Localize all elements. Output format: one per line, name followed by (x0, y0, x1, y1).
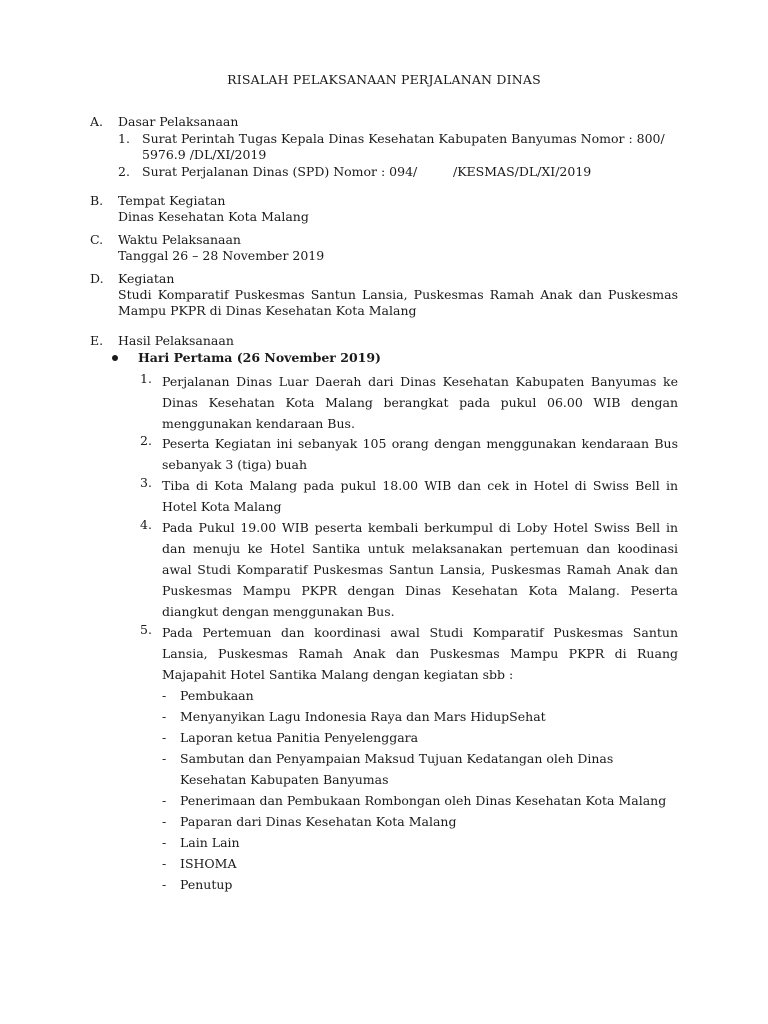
item-number: 4. (140, 517, 152, 532)
agenda-text: Paparan dari Dinas Kesehatan Kota Malang (180, 814, 457, 829)
section-e-letter: E. (90, 333, 104, 348)
agenda-text: Penutup (180, 877, 233, 892)
section-b-heading: Tempat Kegiatan (118, 193, 226, 208)
section-a-heading: Dasar Pelaksanaan (118, 114, 239, 129)
item-text: Perjalanan Dinas Luar Daerah dari Dinas Kesehatan Kabupaten Banyumas ke Dinas Kesehatan Kota Malang berangkat pada pukul 06.00 WIB dengan menggunakan kendaraan Bus. (162, 374, 678, 431)
agenda-text: ISHOMA (180, 856, 237, 871)
item-number: 3. (140, 475, 152, 490)
section-b-letter: B. (90, 193, 104, 208)
agenda-text: Laporan ketua Panitia Penyelenggara (180, 730, 419, 745)
agenda-text: Lain Lain (180, 835, 240, 850)
dash-marker: - (162, 856, 167, 871)
dash-marker: - (162, 835, 167, 850)
section-a-letter: A. (90, 114, 104, 129)
dash-marker: - (162, 793, 167, 808)
agenda-text: Penerimaan dan Pembukaan Rombongan oleh Dinas Kesehatan Kota Malang (180, 793, 667, 808)
item-number: 1. (118, 131, 130, 146)
item-text: Pada Pertemuan dan koordinasi awal Studi Komparatif Puskesmas Santun Lansia, Puskesmas Ramah Anak dan Puskesmas Mampu PKPR di Ruang Majapahit Hotel Santika Malang dengan kegiatan sbb : (162, 625, 678, 682)
dash-marker: - (162, 730, 167, 745)
agenda-text: Menyanyikan Lagu Indonesia Raya dan Mars HidupSehat (180, 709, 546, 724)
dash-marker: - (162, 709, 167, 724)
document-title: RISALAH PELAKSANAAN PERJALANAN DINAS (227, 72, 541, 87)
dash-marker: - (162, 877, 167, 892)
agenda-text: Sambutan dan Penyampaian Maksud Tujuan Kedatangan oleh Dinas Kesehatan Kabupaten Banyumas (180, 751, 614, 787)
dash-marker: - (162, 814, 167, 829)
day-one-title: Hari Pertama (26 November 2019) (138, 350, 381, 365)
section-e-heading: Hasil Pelaksanaan (118, 333, 234, 348)
item-text: Peserta Kegiatan ini sebanyak 105 orang dengan menggunakan kendaraan Bus sebanyak 3 (tiga) buah (162, 436, 678, 472)
item-text: Surat Perintah Tugas Kepala Dinas Kesehatan Kabupaten Banyumas Nomor : 800/ 5976.9 /DL/XI/2019 (142, 131, 665, 162)
agenda-text: Pembukaan (180, 688, 254, 703)
item-number: 2. (118, 164, 130, 179)
section-d-body: Studi Komparatif Puskesmas Santun Lansia, Puskesmas Ramah Anak dan Puskesmas Mampu PKPR di Dinas Kesehatan Kota Malang (118, 287, 678, 318)
section-c-heading: Waktu Pelaksanaan (118, 232, 241, 247)
section-d-heading: Kegiatan (118, 271, 175, 286)
item-number: 1. (140, 371, 152, 386)
section-d-letter: D. (90, 271, 104, 286)
section-b-body: Dinas Kesehatan Kota Malang (118, 209, 309, 224)
item-text: Pada Pukul 19.00 WIB peserta kembali berkumpul di Loby Hotel Swiss Bell in dan menuju ke Hotel Santika untuk melaksanakan pertemuan dan koodinasi awal Studi Komparatif Puskesmas Santun Lansia, Puskesmas Ramah Anak dan Puskesmas Mampu PKPR dengan Dinas Kesehatan Kota Malang. Peserta diangkut dengan menggunakan Bus. (162, 520, 678, 619)
dash-marker: - (162, 751, 167, 766)
section-c-letter: C. (90, 232, 104, 247)
item-text: Surat Perjalanan Dinas (SPD) Nomor : 094/ /KESMAS/DL/XI/2019 (142, 164, 592, 179)
dash-marker: - (162, 688, 167, 703)
bullet-icon (112, 355, 118, 361)
section-c-body: Tanggal 26 – 28 November 2019 (118, 248, 325, 263)
item-text: Tiba di Kota Malang pada pukul 18.00 WIB dan cek in Hotel di Swiss Bell in Hotel Kota Malang (162, 478, 678, 514)
item-number: 2. (140, 433, 152, 448)
item-number: 5. (140, 622, 152, 637)
